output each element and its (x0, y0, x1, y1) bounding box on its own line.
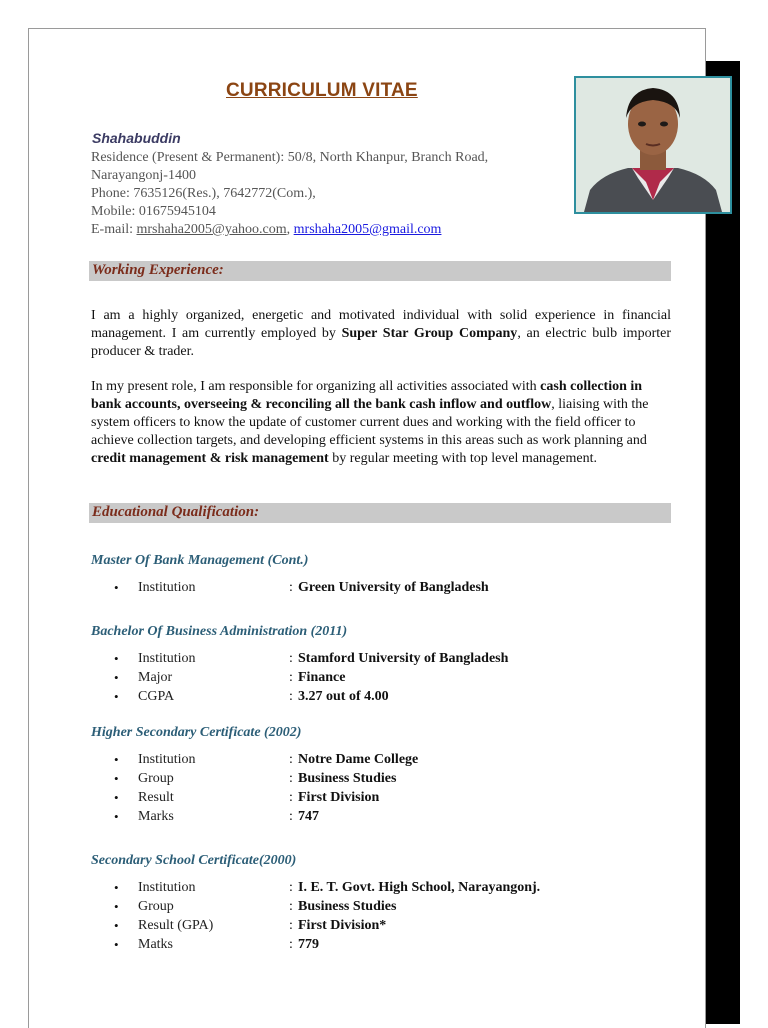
email-link-gmail[interactable]: mrshaha2005@gmail.com (293, 222, 442, 237)
row-label: Result (GPA) (138, 918, 214, 933)
section-heading-experience (89, 261, 671, 281)
qualification-row (0, 918, 768, 937)
paragraph-text: , liaising with the system officers to know the update of customer current dues and working with the field officer to achieve collection targets, and developing efficient systems in this areas such as work planning and (91, 397, 649, 448)
email-line (91, 221, 561, 239)
mobile-line: Mobile: 01675945104 (91, 204, 216, 219)
bullet-icon: • (114, 771, 119, 786)
degree-heading: Bachelor Of Business Administration (2011) (91, 624, 348, 639)
row-colon: : (289, 809, 293, 824)
phone-line: Phone: 7635126(Res.), 7642772(Com.), (91, 186, 316, 201)
paragraph-text: I am a highly organized, energetic and motivated individual with solid experience in financial management. I am currently employed by (91, 308, 671, 341)
qualification-row (0, 880, 768, 899)
bullet-icon: • (114, 670, 119, 685)
bullet-icon: • (114, 918, 119, 933)
email-label: E-mail: (91, 222, 137, 237)
experience-paragraph-1 (91, 307, 671, 361)
address-line: Residence (Present & Permanent): 50/8, North Khanpur, Branch Road, (91, 150, 489, 165)
row-label: Institution (138, 580, 196, 595)
row-value: 747 (298, 809, 319, 824)
row-value: First Division (298, 790, 380, 805)
row-colon: : (289, 752, 293, 767)
row-value: Business Studies (298, 771, 397, 786)
qualification-row (0, 771, 768, 790)
row-value: Green University of Bangladesh (298, 580, 489, 595)
row-label: Institution (138, 880, 196, 895)
section-heading-education (89, 503, 671, 523)
bullet-icon: • (114, 880, 119, 895)
degree-heading: Secondary School Certificate(2000) (91, 853, 297, 868)
bullet-icon: • (114, 899, 119, 914)
company-name: Super Star Group Company (341, 326, 518, 341)
row-colon: : (289, 651, 293, 666)
portrait-photo-icon (576, 78, 730, 212)
qualification-row (0, 670, 768, 689)
section-heading-label: Educational Qualification: (92, 504, 260, 520)
row-label: CGPA (138, 689, 175, 704)
bullet-icon: • (114, 580, 119, 595)
bullet-icon: • (114, 809, 119, 824)
row-colon: : (289, 880, 293, 895)
row-value: 3.27 out of 4.00 (298, 689, 389, 704)
degree-heading: Master Of Bank Management (Cont.) (91, 553, 309, 568)
row-value: I. E. T. Govt. High School, Narayangonj. (298, 880, 541, 895)
paragraph-text: , an electric bulb importer producer & trader. (91, 326, 672, 359)
row-value: Finance (298, 670, 346, 685)
row-label: Marks (138, 809, 174, 824)
row-label: Matks (138, 937, 173, 952)
qualification-row (0, 580, 768, 599)
section-heading-label: Working Experience: (92, 262, 224, 278)
paragraph-text: In my present role, I am responsible for organizing all activities associated with (91, 379, 541, 394)
bullet-icon: • (114, 752, 119, 767)
row-value: Business Studies (298, 899, 397, 914)
row-label: Institution (138, 752, 196, 767)
profile-photo (574, 76, 732, 214)
email-separator: , (286, 222, 294, 237)
qualification-row (0, 899, 768, 918)
degree-heading: Higher Secondary Certificate (2002) (91, 725, 302, 740)
paragraph-emphasis: credit management & risk management (91, 451, 329, 466)
qualification-row (0, 937, 768, 956)
row-colon: : (289, 899, 293, 914)
bullet-icon: • (114, 937, 119, 952)
row-label: Institution (138, 651, 196, 666)
bullet-icon: • (114, 689, 119, 704)
experience-paragraph-2 (91, 378, 671, 468)
bullet-icon: • (114, 651, 119, 666)
row-label: Result (138, 790, 174, 805)
row-colon: : (289, 580, 293, 595)
email-link-yahoo[interactable]: mrshaha2005@yahoo.com (136, 222, 287, 237)
row-label: Group (138, 771, 174, 786)
qualification-row (0, 809, 768, 828)
row-value: Notre Dame College (298, 752, 419, 767)
row-label: Major (138, 670, 173, 685)
row-value: Stamford University of Bangladesh (298, 651, 509, 666)
qualification-row (0, 651, 768, 670)
qualification-row (0, 689, 768, 708)
applicant-name: Shahabuddin (92, 130, 181, 146)
row-colon: : (289, 790, 293, 805)
row-colon: : (289, 918, 293, 933)
row-colon: : (289, 670, 293, 685)
paragraph-emphasis: cash collection in bank accounts, overseeing & reconciling all the bank cash inflow and outflow (91, 379, 643, 412)
address-line: Narayangonj-1400 (91, 168, 196, 183)
document-title: CURRICULUM VITAE (226, 80, 418, 101)
row-colon: : (289, 771, 293, 786)
row-value: 779 (298, 937, 319, 952)
paragraph-text: by regular meeting with top level management. (328, 451, 597, 466)
row-colon: : (289, 937, 293, 952)
contact-block (91, 149, 561, 239)
row-label: Group (138, 899, 174, 914)
qualification-row (0, 790, 768, 809)
bullet-icon: • (114, 790, 119, 805)
qualification-row (0, 752, 768, 771)
row-value: First Division* (298, 918, 387, 933)
row-colon: : (289, 689, 293, 704)
